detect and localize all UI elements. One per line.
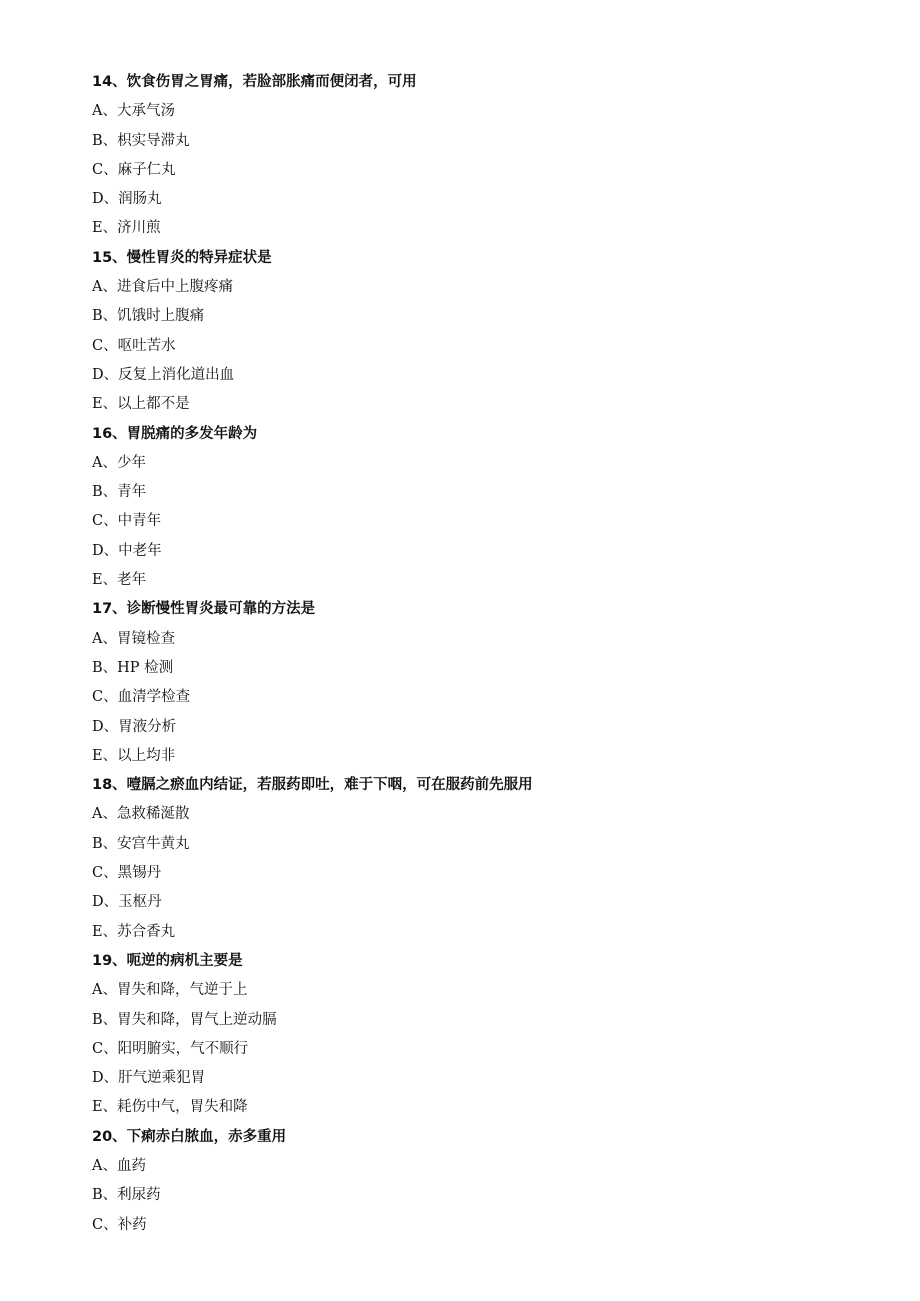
- option-a: A、少年: [92, 454, 146, 471]
- question-14: [92, 68, 852, 244]
- option-e: E、苏合香丸: [92, 923, 176, 940]
- option-c: C、阳明腑实，气不顺行: [92, 1040, 249, 1057]
- option-e: E、以上都不是: [92, 396, 190, 413]
- option-a: A、进食后中上腹疼痛: [92, 279, 233, 296]
- question-stem: 17、诊断慢性胃炎最可靠的方法是: [92, 601, 316, 618]
- question-17: [92, 595, 852, 771]
- option-a: A、胃镜检查: [92, 630, 175, 647]
- option-a: A、胃失和降，气逆于上: [92, 982, 248, 999]
- option-c: C、补药: [92, 1216, 147, 1233]
- question-16: [92, 420, 852, 596]
- question-18: [92, 771, 852, 947]
- option-a: A、大承气汤: [92, 103, 175, 120]
- option-d: D、反复上消化道出血: [92, 366, 235, 383]
- option-d: D、胃液分析: [92, 718, 177, 735]
- question-stem: 20、下痢赤白脓血，赤多重用: [92, 1128, 287, 1145]
- question-stem: 18、噎膈之瘀血内结证，若服药即吐，难于下咽，可在服药前先服用: [92, 777, 533, 794]
- option-b: B、HP 检测: [92, 659, 174, 676]
- option-b: B、青年: [92, 484, 147, 501]
- option-e: E、老年: [92, 572, 147, 589]
- option-e: E、以上均非: [92, 747, 176, 764]
- option-d: D、肝气逆乘犯胃: [92, 1070, 206, 1087]
- option-c: C、黑锡丹: [92, 865, 162, 882]
- question-stem: 14、饮食伤胃之胃痛，若脸部胀痛而便闭者，可用: [92, 74, 417, 90]
- option-b: B、安宫牛黄丸: [92, 835, 190, 852]
- option-d: D、玉枢丹: [92, 894, 162, 911]
- option-d: D、中老年: [92, 542, 162, 559]
- option-c: C、呕吐苦水: [92, 337, 176, 354]
- option-c: C、血清学检查: [92, 689, 191, 706]
- option-b: B、胃失和降，胃气上逆动膈: [92, 1011, 277, 1028]
- option-c: C、中青年: [92, 513, 162, 530]
- option-e: E、济川煎: [92, 220, 161, 237]
- question-stem: 15、慢性胃炎的特异症状是: [92, 249, 272, 266]
- question-stem: 19、呃逆的病机主要是: [92, 952, 243, 969]
- option-a: A、急救稀涎散: [92, 806, 190, 823]
- option-b: B、饥饿时上腹痛: [92, 308, 205, 325]
- question-19: [92, 947, 852, 1123]
- option-b: B、利尿药: [92, 1187, 161, 1204]
- option-d: D、润肠丸: [92, 191, 162, 208]
- option-b: B、枳实导滞丸: [92, 132, 190, 149]
- option-c: C、麻子仁丸: [92, 161, 176, 178]
- option-a: A、血药: [92, 1157, 146, 1174]
- question-list: [92, 68, 852, 1240]
- question-20: [92, 1123, 852, 1240]
- question-stem: 16、胃脱痛的多发年龄为: [92, 425, 258, 442]
- question-15: [92, 244, 852, 420]
- option-e: E、耗伤中气，胃失和降: [92, 1099, 248, 1116]
